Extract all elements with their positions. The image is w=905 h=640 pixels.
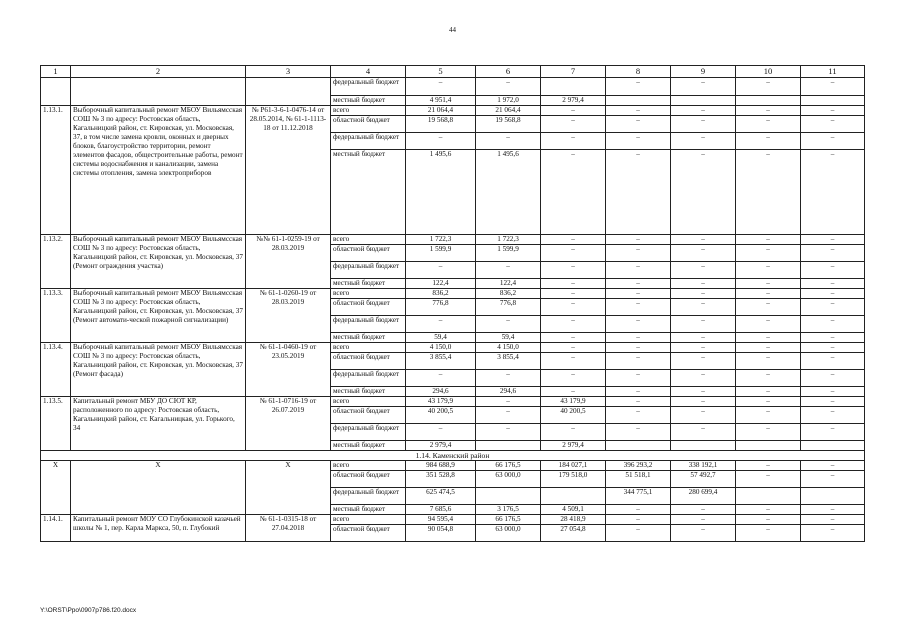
value-cell: – (606, 525, 671, 542)
value-cell: – (541, 150, 606, 235)
item-name: Выборочный капитальный ремонт МБОУ Вильямсская СОШ № 3 по адресу: Ростовская область, Кагальницкий район, ст. Кировская, ул. Московская, 37, в том числе замена кровли, оконных и дверных блоков, благоустройство территории, ремонт элементов фасадов, общестроительные работы, ремонт системы водоснабжения и канализации, замена системы отопления, замена электроприборов (71, 106, 246, 235)
value-cell: – (736, 106, 801, 116)
value-cell: 1 722,3 (406, 235, 476, 245)
value-cell: – (541, 424, 606, 441)
value-cell: – (606, 235, 671, 245)
value-cell: – (736, 471, 801, 488)
value-cell (476, 488, 541, 505)
source-label: областной бюджет (331, 245, 406, 262)
value-cell: 63 000,0 (476, 525, 541, 542)
value-cell (476, 441, 541, 451)
value-cell: – (671, 407, 736, 424)
value-cell: 28 418,9 (541, 515, 606, 525)
value-cell: – (541, 133, 606, 150)
value-cell: 836,2 (406, 289, 476, 299)
value-cell: 836,2 (476, 289, 541, 299)
table-row (41, 235, 865, 245)
value-cell: – (801, 333, 865, 343)
value-cell: – (801, 387, 865, 397)
source-label: областной бюджет (331, 116, 406, 133)
item-name: Капитальный ремонт МОУ СО Глубокинской казачьей школы № 1, пер. Карла Маркса, 50, п. Глубокий (71, 515, 246, 542)
value-cell (736, 96, 801, 106)
value-cell: 776,8 (406, 299, 476, 316)
table-row (41, 343, 865, 353)
value-cell: – (671, 515, 736, 525)
value-cell: 294,6 (476, 387, 541, 397)
source-label: местный бюджет (331, 279, 406, 289)
col-header: 5 (406, 66, 476, 78)
value-cell: – (801, 133, 865, 150)
value-cell (671, 96, 736, 106)
value-cell: – (671, 262, 736, 279)
value-cell: 3 855,4 (476, 353, 541, 370)
value-cell: – (801, 150, 865, 235)
value-cell: 122,4 (406, 279, 476, 289)
value-cell: – (606, 353, 671, 370)
item-document: №№ 61-1-0259-19 от 28.03.2019 (246, 235, 331, 289)
source-label: всего (331, 289, 406, 299)
source-label: местный бюджет (331, 96, 406, 106)
table-row (41, 397, 865, 407)
value-cell: – (476, 397, 541, 407)
value-cell: 4 150,0 (406, 343, 476, 353)
value-cell: – (801, 262, 865, 279)
item-number: 1.13.5. (41, 397, 71, 451)
value-cell: – (801, 235, 865, 245)
source-label: областной бюджет (331, 525, 406, 542)
value-cell: – (736, 397, 801, 407)
value-cell: – (406, 424, 476, 441)
value-cell: – (606, 407, 671, 424)
value-cell: – (736, 370, 801, 387)
item-number: 1.14.1. (41, 515, 71, 542)
name-cell (71, 78, 246, 106)
value-cell: 19 568,8 (476, 116, 541, 133)
value-cell: 59,4 (476, 333, 541, 343)
header-row (41, 66, 865, 78)
value-cell: 90 054,8 (406, 525, 476, 542)
value-cell: 184 027,1 (541, 461, 606, 471)
item-document: № Р61-3-6-1-0476-14 от 28.05.2014, № 61-1-1113-18 от 11.12.2018 (246, 106, 331, 235)
value-cell: – (476, 262, 541, 279)
value-cell: – (801, 424, 865, 441)
value-cell: – (736, 262, 801, 279)
value-cell: – (671, 106, 736, 116)
col-header: 4 (331, 66, 406, 78)
value-cell: – (801, 245, 865, 262)
value-cell: – (736, 279, 801, 289)
value-cell: – (671, 299, 736, 316)
item-document: № 61-1-0460-19 от 23.05.2019 (246, 343, 331, 397)
value-cell: 625 474,5 (406, 488, 476, 505)
item-document: № 61-1-0315-18 от 27.04.2018 (246, 515, 331, 542)
value-cell: – (801, 279, 865, 289)
value-cell: – (406, 316, 476, 333)
value-cell: – (671, 116, 736, 133)
source-label: местный бюджет (331, 150, 406, 235)
value-cell: – (736, 525, 801, 542)
item-number: 1.13.4. (41, 343, 71, 397)
value-cell: 294,6 (406, 387, 476, 397)
source-label: всего (331, 397, 406, 407)
value-cell: 63 000,0 (476, 471, 541, 488)
source-label: федеральный бюджет (331, 488, 406, 505)
value-cell: – (406, 78, 476, 96)
value-cell: – (541, 279, 606, 289)
value-cell: – (606, 299, 671, 316)
value-cell: 4 509,1 (541, 505, 606, 515)
source-label: всего (331, 235, 406, 245)
value-cell: – (801, 370, 865, 387)
value-cell: 21 064,4 (476, 106, 541, 116)
source-label: местный бюджет (331, 333, 406, 343)
value-cell: 179 518,0 (541, 471, 606, 488)
item-number: 1.13.2. (41, 235, 71, 289)
source-label: местный бюджет (331, 441, 406, 451)
value-cell: 51 518,1 (606, 471, 671, 488)
value-cell: 19 568,8 (406, 116, 476, 133)
source-label: всего (331, 343, 406, 353)
page-number: 44 (449, 26, 456, 34)
value-cell: – (736, 505, 801, 515)
value-cell: – (736, 289, 801, 299)
value-cell: 43 179,9 (541, 397, 606, 407)
col-header: 11 (801, 66, 865, 78)
value-cell: – (671, 133, 736, 150)
value-cell: 280 699,4 (671, 488, 736, 505)
value-cell (541, 488, 606, 505)
value-cell: – (476, 78, 541, 96)
value-cell: – (801, 397, 865, 407)
value-cell: – (541, 333, 606, 343)
value-cell: – (736, 116, 801, 133)
item-number: X (41, 461, 71, 515)
value-cell: – (541, 262, 606, 279)
source-label: федеральный бюджет (331, 78, 406, 96)
value-cell: – (606, 424, 671, 441)
value-cell: – (606, 370, 671, 387)
value-cell: – (541, 353, 606, 370)
source-label: местный бюджет (331, 505, 406, 515)
col-header: 10 (736, 66, 801, 78)
value-cell: 776,8 (476, 299, 541, 316)
value-cell: – (541, 245, 606, 262)
budget-table (40, 65, 865, 542)
value-cell: – (736, 316, 801, 333)
value-cell: – (541, 235, 606, 245)
value-cell: – (801, 407, 865, 424)
value-cell: – (736, 333, 801, 343)
doc-cell (246, 78, 331, 106)
value-cell: – (406, 133, 476, 150)
value-cell: – (801, 525, 865, 542)
value-cell: 344 775,1 (606, 488, 671, 505)
value-cell: – (801, 316, 865, 333)
value-cell: 338 192,1 (671, 461, 736, 471)
value-cell: – (476, 133, 541, 150)
value-cell: – (606, 279, 671, 289)
value-cell: – (801, 343, 865, 353)
value-cell: – (541, 370, 606, 387)
value-cell: – (736, 343, 801, 353)
value-cell: 21 064,4 (406, 106, 476, 116)
value-cell: – (606, 316, 671, 333)
region-title: 1.14. Каменский район (41, 451, 865, 461)
value-cell: 984 688,9 (406, 461, 476, 471)
table-row (41, 289, 865, 299)
item-document: № 61-1-0260-19 от 28.03.2019 (246, 289, 331, 343)
value-cell: – (406, 370, 476, 387)
source-label: федеральный бюджет (331, 370, 406, 387)
value-cell: – (736, 235, 801, 245)
value-cell: – (671, 387, 736, 397)
value-cell: – (541, 316, 606, 333)
value-cell: – (606, 333, 671, 343)
item-name: Выборочный капитальный ремонт МБОУ Вильямсская СОШ № 3 по адресу: Ростовская область, Кагальницкий район, ст. Кировская, ул. Московская, 37 (Ремонт фасада) (71, 343, 246, 397)
value-cell: – (671, 525, 736, 542)
value-cell: – (476, 424, 541, 441)
value-cell: – (476, 316, 541, 333)
value-cell: – (671, 316, 736, 333)
value-cell: 94 595,4 (406, 515, 476, 525)
value-cell: – (671, 505, 736, 515)
table-row (41, 461, 865, 471)
item-name: X (71, 461, 246, 515)
value-cell: 27 054,8 (541, 525, 606, 542)
value-cell: – (606, 387, 671, 397)
value-cell: – (801, 106, 865, 116)
value-cell: – (801, 461, 865, 471)
value-cell: – (736, 424, 801, 441)
value-cell (606, 441, 671, 451)
value-cell: 40 200,5 (406, 407, 476, 424)
value-cell: 122,4 (476, 279, 541, 289)
value-cell: – (671, 150, 736, 235)
value-cell: 66 176,5 (476, 461, 541, 471)
value-cell: 7 685,6 (406, 505, 476, 515)
value-cell: – (671, 424, 736, 441)
value-cell: 40 200,5 (541, 407, 606, 424)
value-cell: 1 495,6 (476, 150, 541, 235)
source-label: федеральный бюджет (331, 424, 406, 441)
table-row (41, 515, 865, 525)
number-cell (41, 78, 71, 106)
source-label: всего (331, 515, 406, 525)
source-label: федеральный бюджет (331, 316, 406, 333)
value-cell: – (606, 133, 671, 150)
value-cell: 57 492,7 (671, 471, 736, 488)
value-cell: – (671, 279, 736, 289)
file-path: Y:\ORST\Ppo\0907p786.f20.docx (40, 607, 137, 614)
value-cell: – (736, 387, 801, 397)
region-row (41, 451, 865, 461)
col-header: 8 (606, 66, 671, 78)
value-cell: 1 722,3 (476, 235, 541, 245)
value-cell: 396 293,2 (606, 461, 671, 471)
value-cell: 2 979,4 (541, 441, 606, 451)
col-header: 6 (476, 66, 541, 78)
value-cell: 1 972,0 (476, 96, 541, 106)
value-cell: – (801, 505, 865, 515)
value-cell: – (736, 78, 801, 96)
source-label: областной бюджет (331, 353, 406, 370)
value-cell: 2 979,4 (541, 96, 606, 106)
source-label: областной бюджет (331, 407, 406, 424)
value-cell: – (736, 407, 801, 424)
value-cell: – (541, 106, 606, 116)
col-header: 7 (541, 66, 606, 78)
value-cell: 3 855,4 (406, 353, 476, 370)
value-cell: – (476, 370, 541, 387)
col-header: 1 (41, 66, 71, 78)
value-cell (671, 441, 736, 451)
value-cell: – (801, 289, 865, 299)
source-label: областной бюджет (331, 471, 406, 488)
value-cell (541, 78, 606, 96)
source-label: федеральный бюджет (331, 133, 406, 150)
item-name: Выборочный капитальный ремонт МБОУ Вильямсская СОШ № 3 по адресу: Ростовская область, Кагальницкий район, ст. Кировская, ул. Московская, 37 (Ремонт автомати-ческой пожарной сигнализации) (71, 289, 246, 343)
value-cell: – (671, 370, 736, 387)
value-cell: – (801, 471, 865, 488)
item-number: 1.13.3. (41, 289, 71, 343)
value-cell: – (671, 353, 736, 370)
value-cell: – (541, 116, 606, 133)
value-cell: – (736, 133, 801, 150)
item-document: X (246, 461, 331, 515)
value-cell: – (801, 353, 865, 370)
value-cell: – (606, 150, 671, 235)
value-cell: 1 599,9 (476, 245, 541, 262)
value-cell: – (606, 245, 671, 262)
source-label: федеральный бюджет (331, 262, 406, 279)
item-number: 1.13.1. (41, 106, 71, 235)
value-cell: – (736, 461, 801, 471)
value-cell: – (671, 235, 736, 245)
value-cell: – (606, 515, 671, 525)
value-cell: – (541, 289, 606, 299)
source-label: областной бюджет (331, 299, 406, 316)
value-cell: – (606, 343, 671, 353)
value-cell: – (736, 150, 801, 235)
source-label: всего (331, 106, 406, 116)
value-cell: – (736, 245, 801, 262)
value-cell: 3 176,5 (476, 505, 541, 515)
value-cell: – (801, 515, 865, 525)
col-header: 3 (246, 66, 331, 78)
value-cell: – (606, 78, 671, 96)
value-cell: 351 528,8 (406, 471, 476, 488)
value-cell: – (606, 106, 671, 116)
value-cell: – (406, 262, 476, 279)
value-cell: – (736, 299, 801, 316)
col-header: 9 (671, 66, 736, 78)
value-cell (801, 96, 865, 106)
value-cell: – (476, 407, 541, 424)
item-name: Капитальный ремонт МБУ ДО СЮТ КР, расположенного по адресу: Ростовская область, Кагальницкий район, ст. Кагальницкая, ул. Горького, 34 (71, 397, 246, 451)
value-cell (736, 488, 801, 505)
table-row (41, 78, 865, 96)
value-cell: – (736, 353, 801, 370)
value-cell (736, 441, 801, 451)
value-cell: 4 951,4 (406, 96, 476, 106)
value-cell: – (606, 116, 671, 133)
value-cell: 4 150,0 (476, 343, 541, 353)
value-cell: 59,4 (406, 333, 476, 343)
value-cell (606, 96, 671, 106)
value-cell: – (671, 397, 736, 407)
value-cell: – (671, 78, 736, 96)
value-cell: 43 179,9 (406, 397, 476, 407)
value-cell: – (671, 289, 736, 299)
value-cell: – (541, 387, 606, 397)
source-label: местный бюджет (331, 387, 406, 397)
table-row (41, 106, 865, 116)
value-cell (801, 441, 865, 451)
item-name: Выборочный капитальный ремонт МБОУ Вильямсская СОШ № 3 по адресу: Ростовская область, Кагальницкий район, ст. Кировская, ул. Московская, 37 (Ремонт ограждения участка) (71, 235, 246, 289)
value-cell: 1 495,6 (406, 150, 476, 235)
value-cell: – (606, 289, 671, 299)
value-cell: – (541, 343, 606, 353)
value-cell: – (606, 505, 671, 515)
source-label: всего (331, 461, 406, 471)
value-cell (801, 488, 865, 505)
value-cell: – (541, 299, 606, 316)
value-cell: – (671, 333, 736, 343)
value-cell: – (736, 515, 801, 525)
item-document: № 61-1-0716-19 от 26.07.2019 (246, 397, 331, 451)
value-cell: 1 599,9 (406, 245, 476, 262)
value-cell: 66 176,5 (476, 515, 541, 525)
value-cell: 2 979,4 (406, 441, 476, 451)
value-cell: – (606, 262, 671, 279)
value-cell: – (801, 116, 865, 133)
value-cell: – (671, 343, 736, 353)
value-cell: – (801, 299, 865, 316)
value-cell: – (606, 397, 671, 407)
col-header: 2 (71, 66, 246, 78)
value-cell: – (671, 245, 736, 262)
value-cell: – (801, 78, 865, 96)
